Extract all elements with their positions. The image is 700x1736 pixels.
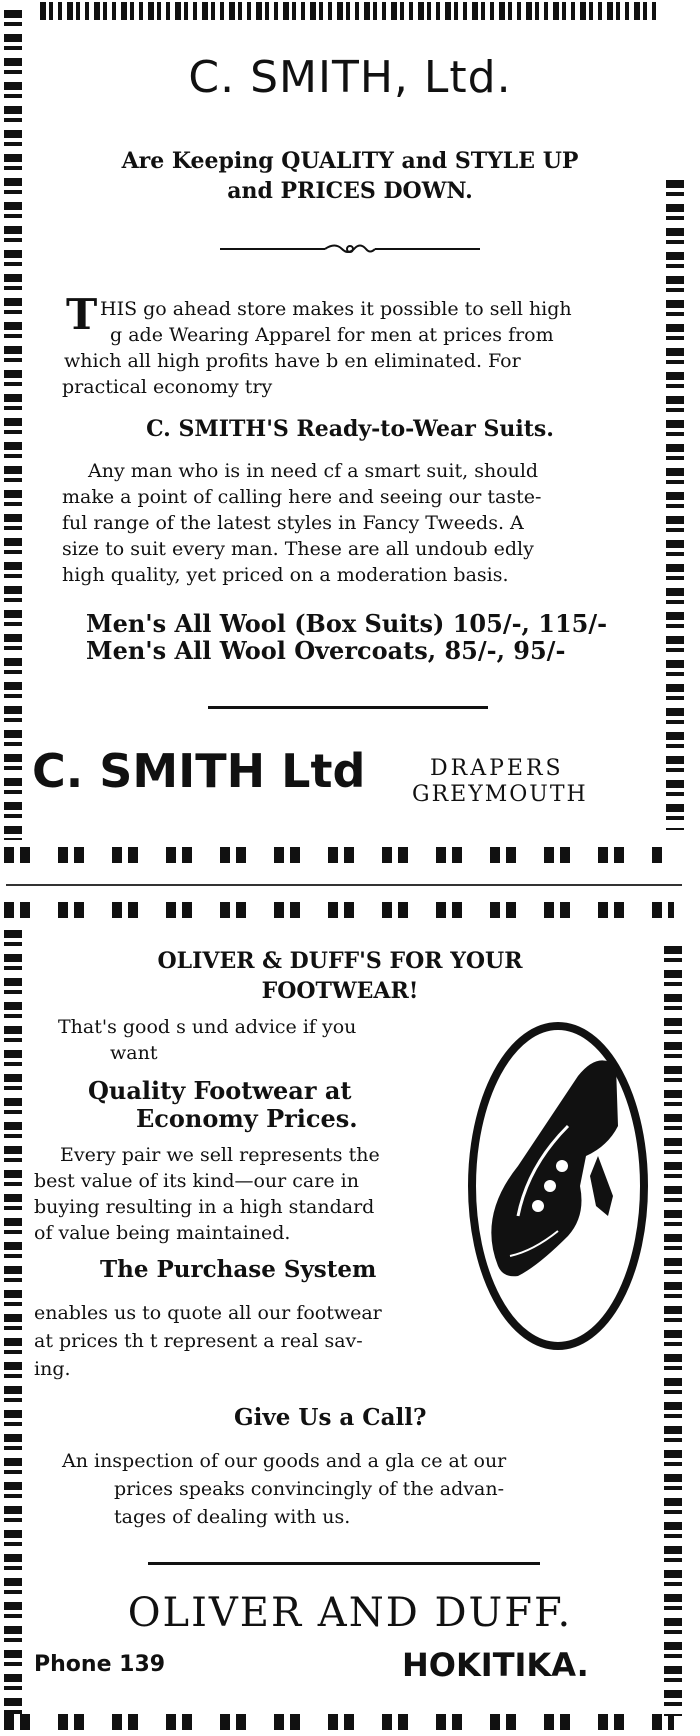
ad1-right-border: [666, 180, 684, 830]
ad1-slogan-line1: Are Keeping QUALITY and STYLE UP: [121, 148, 579, 174]
ad2-bottom-border: [4, 1714, 674, 1730]
ad2-subhead1-line1: Quality Footwear at: [88, 1076, 352, 1105]
ad1-slogan-line2: and PRICES DOWN.: [227, 178, 473, 204]
ad1-footer-trade: DRAPERS: [430, 756, 564, 781]
ad1-dropcap: T: [66, 290, 98, 339]
ad2-intro-line2: want: [110, 1042, 158, 1064]
ad2-para3-line3: tages of dealing with us.: [114, 1506, 351, 1528]
ad1-para1-line3: which all high profits have b en eliminated. For: [64, 350, 521, 372]
divider-flourish-icon: [220, 242, 480, 256]
ad2-left-border: [4, 930, 22, 1720]
ad2-para3-line1: An inspection of our goods and a gla ce at our: [62, 1450, 507, 1472]
ad1-bottom-border: [4, 847, 664, 863]
ad2-headline-line1: OLIVER & DUFF'S FOR YOUR: [157, 948, 523, 974]
ad2-para2-line2: at prices th t represent a real sav-: [34, 1330, 363, 1352]
ad2-subhead2: The Purchase System: [100, 1256, 377, 1283]
ad1-price-line1: Men's All Wool (Box Suits) 105/-, 115/-: [86, 609, 608, 638]
ad1-para2-line1: Any man who is in need cf a smart suit, should: [88, 460, 539, 482]
ad2-right-border: [664, 946, 682, 1716]
ad1-firm-name: C. SMITH, Ltd.: [188, 52, 512, 103]
ad1-footer-name: C. SMITH Ltd: [32, 744, 366, 798]
ad2-para1-line3: buying resulting in a high standard: [34, 1196, 375, 1218]
ad2-footer-name: OLIVER AND DUFF.: [127, 1590, 573, 1636]
ad2-intro-line1: That's good s und advice if you: [58, 1016, 357, 1038]
ad1-para1-line2: g ade Wearing Apparel for men at prices from: [110, 324, 554, 346]
ad1-para2-line4: size to suit every man. These are all undoub edly: [62, 538, 534, 560]
ad2-para2-line1: enables us to quote all our footwear: [34, 1302, 382, 1324]
ad1-rule: [208, 706, 488, 709]
ad2-headline-line2: FOOTWEAR!: [261, 978, 419, 1004]
ad1-para1-line4: practical economy try: [62, 376, 273, 398]
ad2-subhead1-line2: Economy Prices.: [136, 1104, 358, 1133]
ad1-top-border: [40, 2, 660, 20]
ad1-price-line2: Men's All Wool Overcoats, 85/-, 95/-: [86, 636, 566, 665]
ad2-para1-line4: of value being maintained.: [34, 1222, 291, 1244]
ad1-para1-line1: HIS go ahead store makes it possible to sell high: [100, 298, 572, 320]
ad2-para1-line1: Every pair we sell represents the: [60, 1144, 380, 1166]
ad2-para3-line2: prices speaks convincingly of the advan-: [114, 1478, 504, 1500]
ad1-footer-town: GREYMOUTH: [412, 782, 588, 807]
ad1-subhead: C. SMITH'S Ready-to-Wear Suits.: [146, 416, 554, 442]
ad1-para2-line5: high quality, yet priced on a moderation basis.: [62, 564, 509, 586]
shoe-illustration-icon: [458, 1016, 658, 1356]
ad2-subhead3: Give Us a Call?: [234, 1404, 427, 1431]
ad2-para1-line2: best value of its kind—our care in: [34, 1170, 359, 1192]
ad2-town: HOKITIKA.: [402, 1646, 589, 1684]
ad2-rule: [148, 1562, 540, 1565]
ad2-para2-line3: ing.: [34, 1358, 71, 1380]
ad2-phone: Phone 139: [34, 1652, 166, 1677]
ad1-para2-line3: ful range of the latest styles in Fancy Tweeds. A: [62, 512, 524, 534]
ad2-top-border: [4, 902, 674, 918]
separator-line: [6, 884, 682, 886]
ad1-left-border: [4, 10, 22, 840]
ad1-para2-line2: make a point of calling here and seeing our taste-: [62, 486, 542, 508]
